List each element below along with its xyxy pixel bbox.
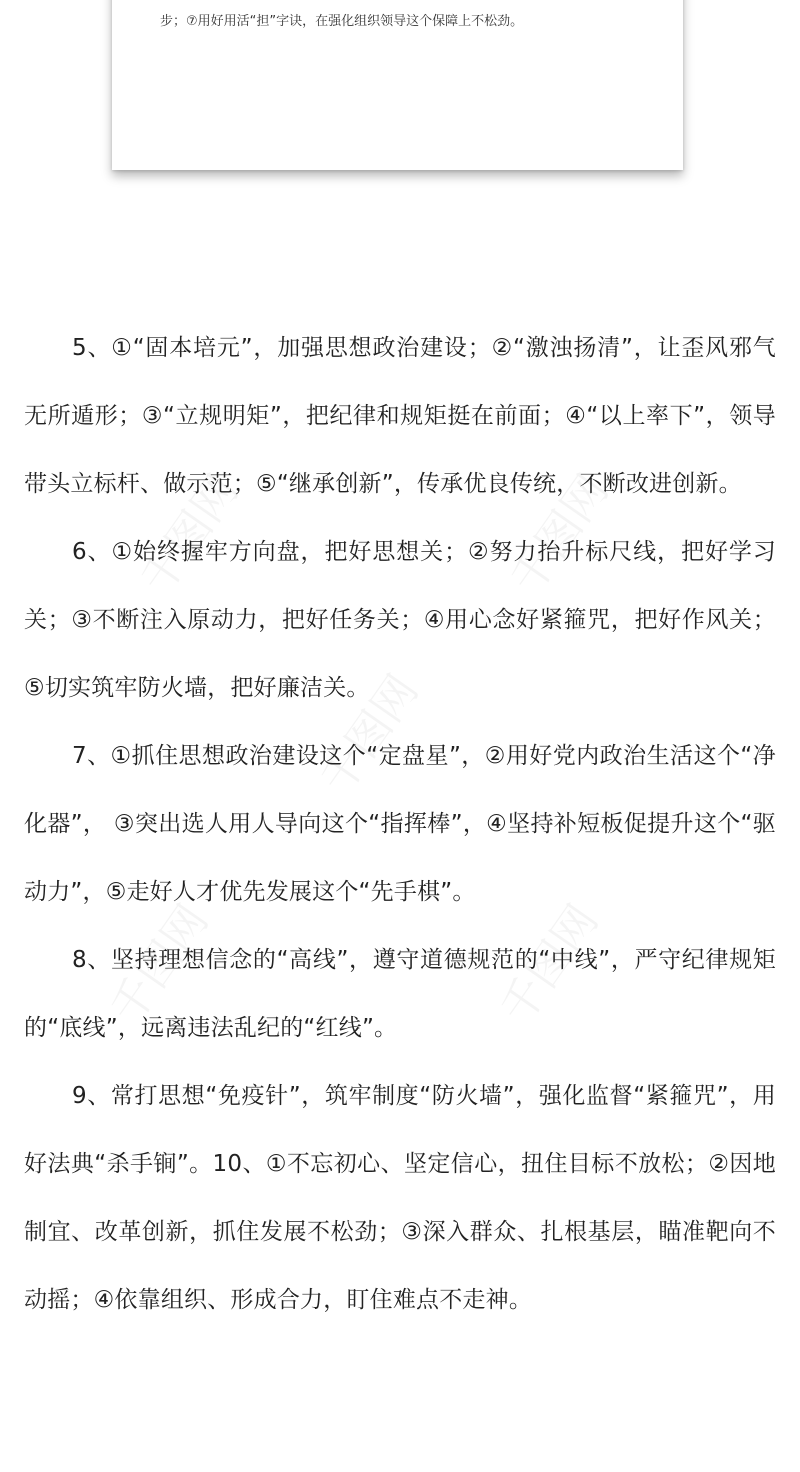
- preview-text-line: 步；⑦用好用活“担”字诀，在强化组织领导这个保障上不松劲。: [160, 14, 524, 29]
- paragraph-7: 7、①抓住思想政治建设这个“定盘星”，②用好党内政治生活这个“净化器”， ③突出选人用人导向这个“指挥棒”，④坚持补短板促提升这个“驱动力”，⑤走好人才优先发展这个“先手棋”。: [24, 743, 776, 905]
- document-page-preview: [112, 0, 683, 170]
- paragraph-6: 6、①始终握牢方向盘，把好思想关；②努力抬升标尺线，把好学习关；③不断注入原动力，把好任务关；④用心念好紧箍咒，把好作风关；⑤切实筑牢防火墙，把好廉洁关。: [24, 539, 776, 701]
- article-body: [24, 314, 776, 1334]
- paragraph-8: 8、坚持理想信念的“高线”，遵守道德规范的“中线”，严守纪律规矩的“底线”，远离违法乱纪的“红线”。: [24, 947, 776, 1041]
- paragraph-9-10: 9、常打思想“免疫针”，筑牢制度“防火墙”，强化监督“紧箍咒”，用好法典“杀手锏”。10、①不忘初心、坚定信心，扭住目标不放松；②因地制宜、改革创新，抓住发展不松劲；③深入群众、扎根基层，瞄准靶向不动摇；④依靠组织、形成合力，盯住难点不走神。: [24, 1083, 776, 1313]
- paragraph-5: 5、①“固本培元”，加强思想政治建设；②“激浊扬清”，让歪风邪气无所遁形；③“立规明矩”，把纪律和规矩挺在前面；④“以上率下”，领导带头立标杆、做示范；⑤“继承创新”，传承优良传统，不断改进创新。: [24, 335, 776, 497]
